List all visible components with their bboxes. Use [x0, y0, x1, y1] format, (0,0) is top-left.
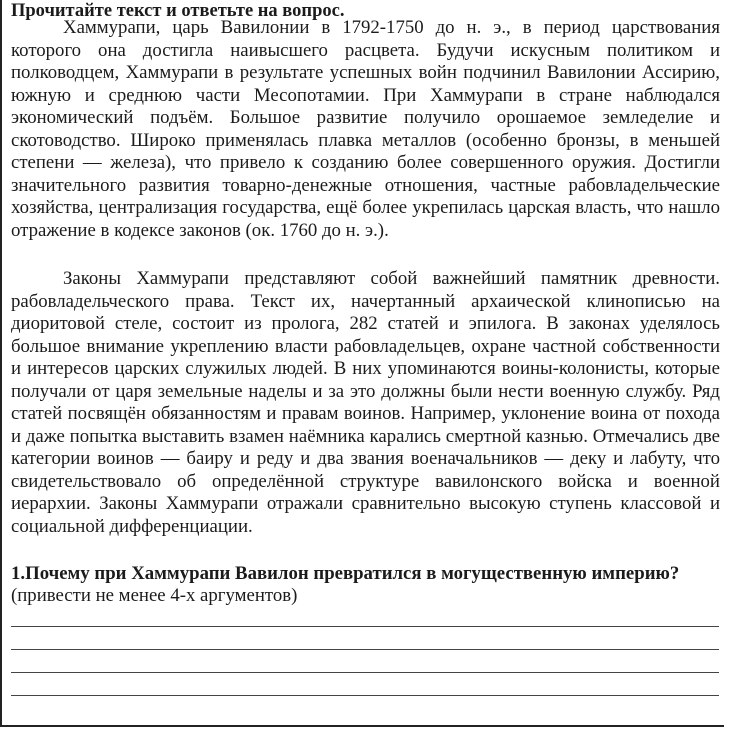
- answer-line: [11, 672, 719, 673]
- question-note: (привести не менее 4-х аргументов): [11, 585, 298, 606]
- answer-line: [11, 626, 719, 627]
- answer-line: [11, 695, 719, 696]
- text-paragraph-2: Законы Хаммурапи представляют собой важнейший памятник древности. рабовладельческого права. Текст их, начертанный архаической клинописью на диоритовой стеле, состоит из пролога, 282 статей и эпилога. В законах уделялось большое внимание укреплению власти рабовладельцев, охране частной собственности и интересов царских служилых людей. В них упоминаются воины-колонисты, которые получали от царя земельные наделы и за это должны были нести военную службу. Ряд статей посвящён обязанностям и правам воинов. Например, уклонение воина от похода и даже попытка выставить взамен наёмника карались смертной казнью. Отмечались две категории воинов — баиру и реду и два звания военачальников — деку и лабуту, что свидетельствовало об определённой структуре вавилонского войска и военной иерархии. Законы Хаммурапи отражали сравнительно высокую ступень классовой и социальной дифференциации.: [11, 268, 720, 538]
- task-heading: Прочитайте текст и ответьте на вопрос.: [11, 1, 345, 21]
- answer-line: [11, 649, 719, 650]
- question-text: 1.Почему при Хаммурапи Вавилон превратился в могущественную империю?: [11, 563, 680, 584]
- text-paragraph-1: Хаммурапи, царь Вавилонии в 1792-1750 до н. э., в период царствования которого она достигла наивысшего расцвета. Будучи искусным политиком и полководцем, Хаммурапи в результате успешных войн подчинил Вавилонии Ассирию, южную и среднюю части Месопотамии. При Хаммурапи в стране наблюдался экономический подъём. Большое развитие получило орошаемое земледелие и скотоводство. Широко применялась плавка металлов (особенно бронзы, в меньшей степени — железа), что привело к созданию более совершенного оружия. Достигли значительного развития товарно-денежные отношения, частные рабовладельческие хозяйства, централизация государства, ещё более укрепилась царская власть, что нашло отражение в кодексе законов (ок. 1760 до н. э.).: [11, 17, 720, 241]
